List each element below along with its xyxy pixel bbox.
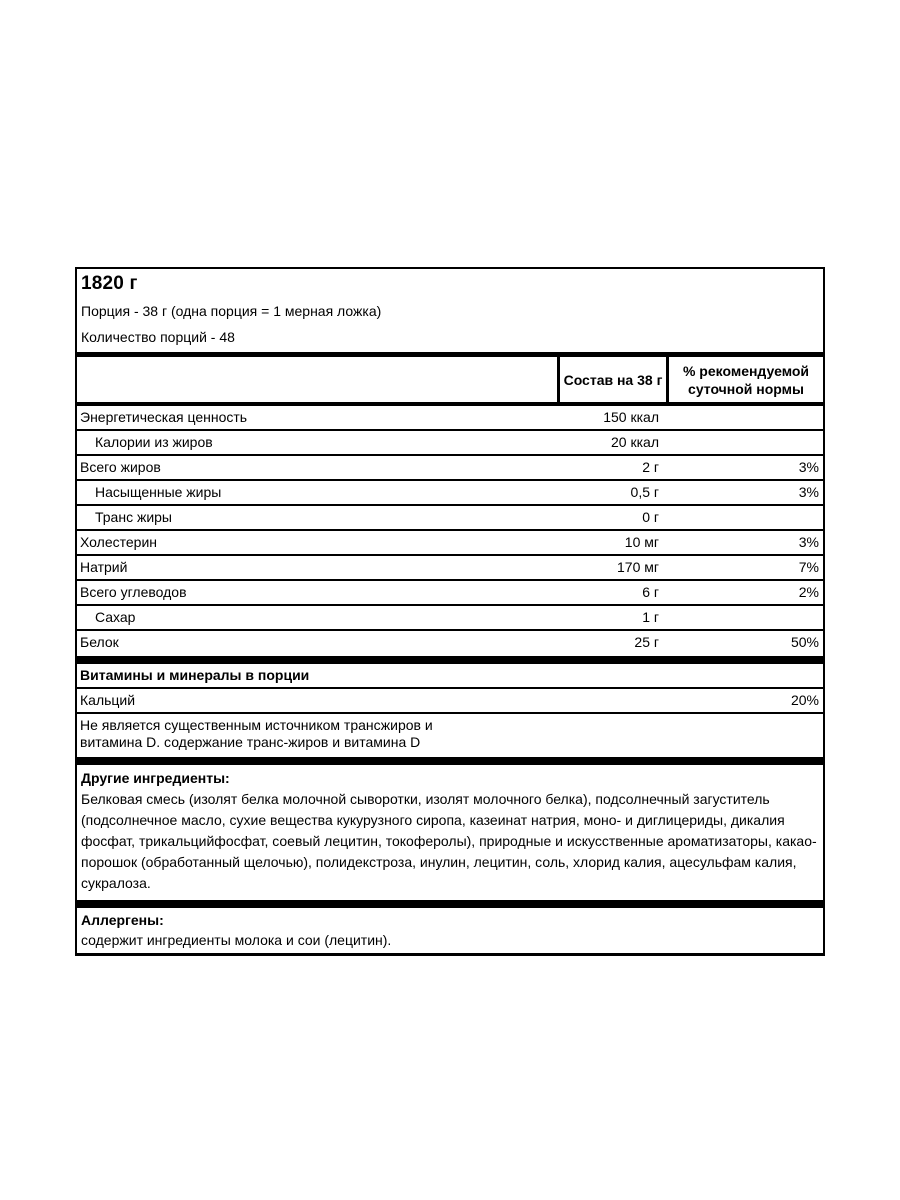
servings-count-line: Количество порций - 48 [81,329,235,345]
table-row-fat-calories [77,431,823,456]
nutrition-label [75,267,825,956]
note-line: витамина D. содержание транс-жиров и витамина D [80,734,421,750]
nutrient-dv [669,606,823,629]
column-header-amount: Состав на 38 г [557,357,669,402]
table-row-sugar [77,606,823,631]
other-ingredients-section [77,765,823,900]
allergens-heading: Аллергены: [81,912,164,928]
allergens-section [77,908,823,953]
divider-bar-allergens [77,900,823,908]
table-row-cholesterol [77,531,823,556]
nutrient-amount: 150 ккал [603,409,659,425]
divider-bar-ingredients [77,757,823,765]
nutrient-dv: 20% [790,692,819,708]
nutrient-name: Всего жиров [80,459,161,475]
table-row-trans-fat [77,506,823,531]
nutrient-amount: 0 г [642,509,659,525]
nutrient-name: Белок [80,634,119,650]
nutrient-dv: 3% [798,459,819,475]
nutrient-amount: 170 мг [617,559,659,575]
serving-size-line: Порция - 38 г (одна порция = 1 мерная ложка) [81,303,382,319]
nutrient-name: Натрий [80,559,128,575]
nutrient-table-body [77,406,823,656]
other-ingredients-text: Белковая смесь (изолят белка молочной сыворотки, изолят молочного белка), подсолнечный загуститель (подсолнечное масло, сухие вещества кукурузного сиропа, казеинат натрия, моно- и диглицериды, дикалия фосфат, трикальцийфосфат, соевый лецитин, токоферолы), природные и искусственные ароматизаторы, какао-порошок (обработанный щелочью), полидекстроза, инулин, лецитин, соль, хлорид калия, ацесульфам калия, сукралоза. [81,791,817,891]
nutrient-dv: 7% [798,559,819,575]
nutrient-name: Кальций [80,692,136,708]
nutrient-dv: 2% [798,584,819,600]
nutrient-dv: 50% [790,634,819,650]
column-header-empty [77,357,557,402]
nutrient-name: Всего углеводов [80,584,187,600]
nutrient-amount: 20 ккал [611,434,659,450]
nutrient-dv [669,406,823,429]
nutrient-amount: 2 г [642,459,659,475]
table-row-carbohydrates [77,581,823,606]
nutrient-name: Холестерин [80,534,157,550]
note-line: Не является существенным источником трансжиров и [80,717,433,733]
product-weight: 1820 г [81,273,138,294]
nutrient-dv [669,506,823,529]
nutrient-name: Калории из жиров [95,434,213,450]
table-row-energy [77,406,823,431]
nutrient-name: Сахар [95,609,136,625]
nutrient-name: Транс жиры [95,509,172,525]
other-ingredients-heading: Другие ингредиенты: [81,770,230,786]
nutrient-amount: 1 г [642,609,659,625]
nutrient-amount: 10 мг [624,534,659,550]
table-row-protein [77,631,823,656]
vitamins-heading: Витамины и минералы в порции [77,664,823,689]
label-top-section [77,269,823,352]
table-header-row [77,357,823,406]
table-row-total-fat [77,456,823,481]
nutrient-amount: 0,5 г [630,484,659,500]
trans-fat-vitamin-d-note [77,714,823,757]
nutrient-dv: 3% [798,484,819,500]
nutrient-amount: 6 г [642,584,659,600]
table-row-calcium [77,689,823,714]
nutrient-dv: 3% [798,534,819,550]
table-row-saturated-fat [77,481,823,506]
table-row-sodium [77,556,823,581]
divider-bar-vitamins [77,656,823,664]
vitamins-section [77,664,823,757]
column-header-daily-value: % рекомендуемой суточной нормы [682,362,810,397]
nutrient-name: Насыщенные жиры [95,484,222,500]
nutrient-amount: 25 г [634,634,659,650]
allergens-text: содержит ингредиенты молока и сои (лецитин). [81,932,392,948]
nutrient-dv [669,431,823,454]
nutrient-name: Энергетическая ценность [80,409,248,425]
